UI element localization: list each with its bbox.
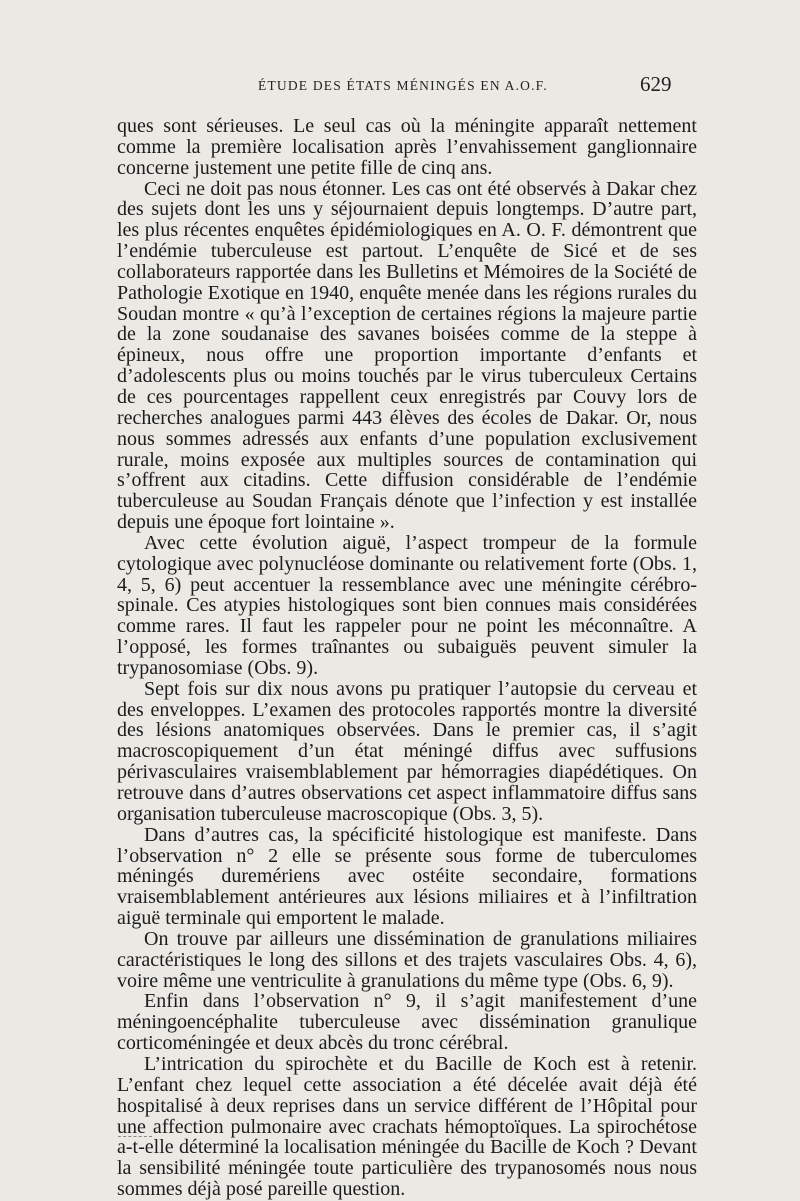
footer-rule bbox=[118, 1136, 152, 1137]
paragraph: ques sont sérieuses. Le seul cas où la méningite apparaît nettement comme la première localisation après l’envahissement ganglionnaire concerne justement une petite fille de cinq ans. bbox=[117, 115, 697, 179]
paragraph: L’intrication du spirochète et du Bacille de Koch est à retenir. L’enfant chez lequel cette association a été décelée avait déjà été hospitalisé à deux reprises dans un service différent de l’Hôpital pour une affection pulmonaire avec crachats hémoptoïques. La spirochétose a-t-elle déterminé la localisation méningée du Bacille de Koch ? Devant la sensibilité méningée toute particulière des trypanosomés nous nous sommes déjà posé pareille question. bbox=[117, 1052, 697, 1201]
page-number: 629 bbox=[640, 72, 672, 96]
paragraph: Dans d’autres cas, la spécificité histologique est manifeste. Dans l’observation n° 2 elle se présente sous forme de tuberculomes méningés duremériens avec ostéite secondaire, formations vraisemblablement antérieures aux lésions miliaires et à l’infiltration aiguë terminale qui emportent le malade. bbox=[117, 823, 697, 930]
paragraph: Avec cette évolution aiguë, l’aspect trompeur de la formule cytologique avec polynucléose dominante ou relativement forte (Obs. 1, 4, 5, 6) peut accentuer la ressemblance avec une méningite cérébro-spinale. Ces atypies histologiques sont bien connues mais considérées comme rares. Il faut les rappeler pour ne point les méconnaître. A l’opposé, les formes traînantes ou subaiguës peuvent simuler la trypanosomiase (Obs. 9). bbox=[117, 531, 697, 679]
paragraph: Enfin dans l’observation n° 9, il s’agit manifestement d’une méningoencéphalite tuberculeuse avec dissémination granulique corticoméningée et deux abcès du tronc cérébral. bbox=[117, 990, 697, 1055]
running-title: ÉTUDE DES ÉTATS MÉNINGÉS EN A.O.F. bbox=[258, 78, 548, 93]
body-text bbox=[117, 116, 697, 1200]
paragraph: On trouve par ailleurs une dissémination de granulations miliaires caractéristiques le long des sillons et des trajets vasculaires Obs. 4, 6), voire même une ventriculite à granulations du même type (Obs. 6, 9). bbox=[117, 927, 697, 992]
paragraph: Ceci ne doit pas nous étonner. Les cas ont été observés à Dakar chez des sujets dont les uns y séjournaient depuis longtemps. D’autre part, les plus récentes enquêtes épidémiologiques en A. O. F. démontrent que l’endémie tuberculeuse est partout. L’enquête de Sicé et de ses collaborateurs rapportée dans les Bulletins et Mémoires de la Société de Pathologie Exotique en 1940, enquête menée dans les régions rurales du Soudan montre « qu’à l’exception de certaines régions la majeure partie de la zone soudanaise des savanes boisées comme de la steppe à épineux, nous offre une proportion importante d’enfants et d’adolescents plus ou moins touchés par le virus tuberculeux Certains de ces pourcentages rappellent ceux enregistrés par Couvy lors de recherches analogues parmi 443 élèves des écoles de Dakar. Or, nous nous sommes adressés aux enfants d’une population exclusivement rurale, moins exposée aux multiples sources de contamination qui s’offrent aux citadins. Cette diffusion considérable de l’endémie tuberculeuse au Soudan Français dénote que l’infection y est installée depuis une époque fort lointaine ». bbox=[117, 177, 697, 534]
paragraph: Sept fois sur dix nous avons pu pratiquer l’autopsie du cerveau et des enveloppes. L’examen des protocoles rapportés montre la diversité des lésions anatomiques observées. Dans le premier cas, il s’agit macroscopiquement d’un état méningé diffus avec suffusions périvasculaires vraisemblablement par hémorragies diapédétiques. On retrouve dans d’autres observations cet aspect inflammatoire diffus sans organisation tuberculeuse macroscopique (Obs. 3, 5). bbox=[117, 677, 697, 825]
